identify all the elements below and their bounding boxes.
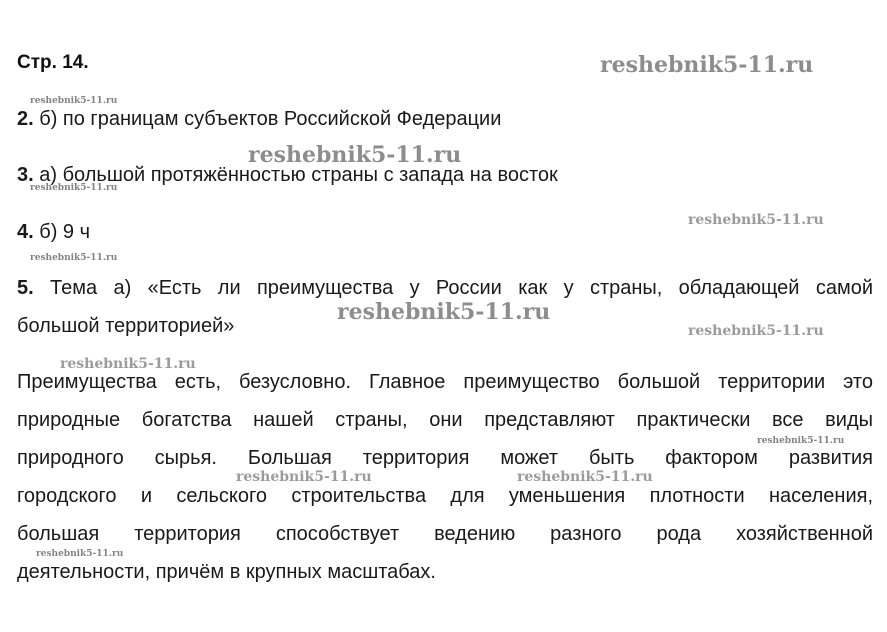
answer-number: 2. bbox=[17, 108, 34, 130]
answer-number: 3. bbox=[17, 164, 34, 186]
paragraph-line: деятельности, причём в крупных масштабах. bbox=[17, 561, 436, 583]
watermark: reshebnik5-11.ru bbox=[30, 96, 118, 106]
paragraph-line: Преимущества есть, безусловно. Главное преимущество большой территории это bbox=[17, 371, 873, 393]
task5-title-text: Тема а) «Есть ли преимущества у России как у страны, обладающей самой bbox=[33, 277, 873, 299]
watermark: reshebnik5-11.ru bbox=[248, 142, 462, 168]
answer-number: 5. bbox=[17, 277, 34, 299]
answer-text: а) большой протяжённостью страны с запада на восток bbox=[33, 164, 558, 186]
paragraph-line: большая территория способствует ведению разного рода хозяйственной bbox=[17, 523, 873, 545]
watermark: reshebnik5-11.ru bbox=[688, 323, 824, 339]
task5-line-1 bbox=[17, 277, 873, 300]
watermark: reshebnik5-11.ru bbox=[36, 549, 124, 559]
watermark: reshebnik5-11.ru bbox=[30, 183, 118, 193]
answer-text: б) 9 ч bbox=[33, 221, 91, 243]
watermark: reshebnik5-11.ru bbox=[60, 356, 196, 372]
watermark: reshebnik5-11.ru bbox=[337, 299, 551, 325]
answer-text: б) по границам субъектов Российской Федерации bbox=[33, 108, 502, 130]
watermark: reshebnik5-11.ru bbox=[236, 469, 372, 485]
answer-3 bbox=[17, 163, 558, 187]
watermark: reshebnik5-11.ru bbox=[757, 436, 845, 446]
paragraph-line: городского и сельского строительства для уменьшения плотности населения, bbox=[17, 485, 873, 507]
watermark: reshebnik5-11.ru bbox=[517, 469, 653, 485]
page-heading: Стр. 14. bbox=[17, 52, 89, 73]
answer-4 bbox=[17, 220, 90, 244]
watermark: reshebnik5-11.ru bbox=[688, 212, 824, 228]
watermark: reshebnik5-11.ru bbox=[30, 253, 118, 263]
task5-line-2: большой территорией» bbox=[17, 315, 235, 337]
answer-number: 4. bbox=[17, 221, 34, 243]
paragraph-line: природного сырья. Большая территория может быть фактором развития bbox=[17, 447, 873, 469]
watermark: reshebnik5-11.ru bbox=[600, 52, 814, 78]
paragraph-line: природные богатства нашей страны, они представляют практически все виды bbox=[17, 409, 873, 431]
answer-2 bbox=[17, 107, 501, 131]
